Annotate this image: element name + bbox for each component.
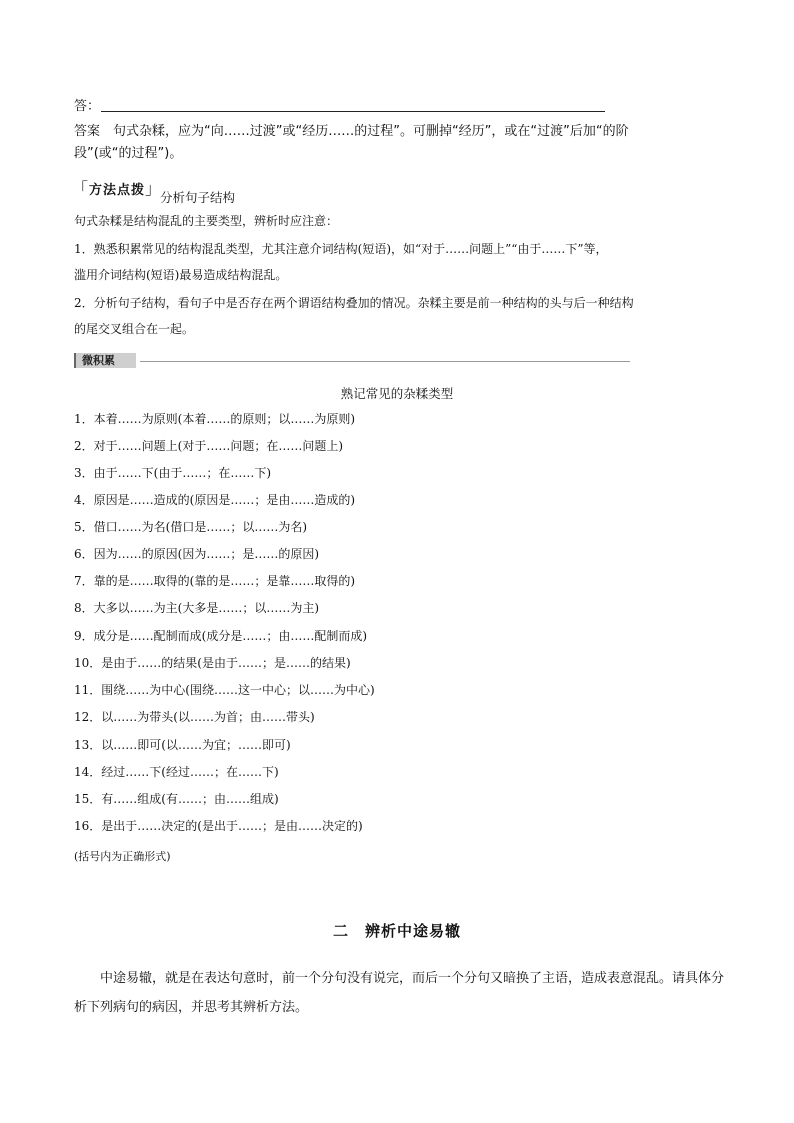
section-title: 二 辨析中途易辙 [332, 922, 461, 940]
list-item: 4．原因是……造成的(原因是……；是由……造成的) [74, 493, 355, 507]
list-item: 2．对于……问题上(对于……问题；在……问题上) [74, 439, 343, 453]
bracket-close: 」 [145, 179, 163, 198]
list-item: 14．经过……下(经过……；在……下) [74, 765, 279, 779]
answer-label: 答： [74, 99, 101, 114]
weijilei-note: (括号内为正确形式) [74, 850, 171, 863]
list-item: 11．围绕……为中心(围绕……这一中心；以……为中心) [74, 683, 375, 697]
answer-text-line1: 答案 句式杂糅，应为“向……过渡”或“经历……的过程”。可删掉“经历”，或在“过渡”后加“的阶 [74, 124, 629, 139]
list-item: 1．本着……为原则(本着……的原则；以……为原则) [74, 412, 355, 426]
list-item: 7．靠的是……取得的(靠的是……；是靠……取得的) [74, 574, 355, 588]
weijilei-divider [140, 361, 630, 362]
method-label [72, 176, 162, 199]
weijilei-title: 熟记常见的杂糅类型 [340, 386, 454, 401]
bracket-open: 「 [72, 179, 90, 198]
method-label-text: 方法点拨 [89, 183, 146, 198]
list-item: 13．以……即可(以……为宜；……即可) [74, 738, 291, 752]
weijilei-tick [74, 353, 76, 368]
list-item: 3．由于……下(由于……；在……下) [74, 466, 271, 480]
method-point-1-line1: 1．熟悉积累常见的结构混乱类型，尤其注意介词结构(短语)，如“对于……问题上”“由于……下”等， [74, 242, 608, 256]
method-intro: 句式杂糅是结构混乱的主要类型，辨析时应注意： [74, 214, 339, 228]
list-item: 15．有……组成(有……；由……组成) [74, 792, 279, 806]
list-item: 6．因为……的原因(因为……；是……的原因) [74, 547, 319, 561]
method-title: 分析句子结构 [160, 190, 236, 205]
list-item: 9．成分是……配制而成(成分是……；由……配制而成) [74, 629, 367, 643]
answer-text-line2: 段”(或“的过程”)。 [74, 146, 183, 161]
list-item: 8．大多以……为主(大多是……；以……为主) [74, 601, 319, 615]
section-paragraph: 中途易辙，就是在表达句意时，前一个分句没有说完，而后一个分句又暗换了主语，造成表意混乱。请具体分析下列病句的病因，并思考其辨析方法。 [74, 971, 725, 1015]
weijilei-badge [74, 353, 136, 368]
list-item: 10．是由于……的结果(是由于……；是……的结果) [74, 656, 351, 670]
answer-blank-line[interactable] [101, 111, 605, 112]
weijilei-label: 微积累 [82, 354, 115, 367]
method-point-2-line1: 2．分析句子结构，看句子中是否存在两个谓语结构叠加的情况。杂糅主要是前一种结构的头与后一种结构 [74, 296, 634, 310]
list-item: 12．以……为带头(以……为首；由……带头) [74, 710, 315, 724]
method-point-1-line2: 滥用介词结构(短语)最易造成结构混乱。 [74, 268, 288, 282]
list-item: 5．借口……为名(借口是……；以……为名) [74, 520, 307, 534]
method-point-2-line2: 的尾交叉组合在一起。 [74, 322, 195, 336]
list-item: 16．是出于……决定的(是出于……；是由……决定的) [74, 819, 363, 833]
